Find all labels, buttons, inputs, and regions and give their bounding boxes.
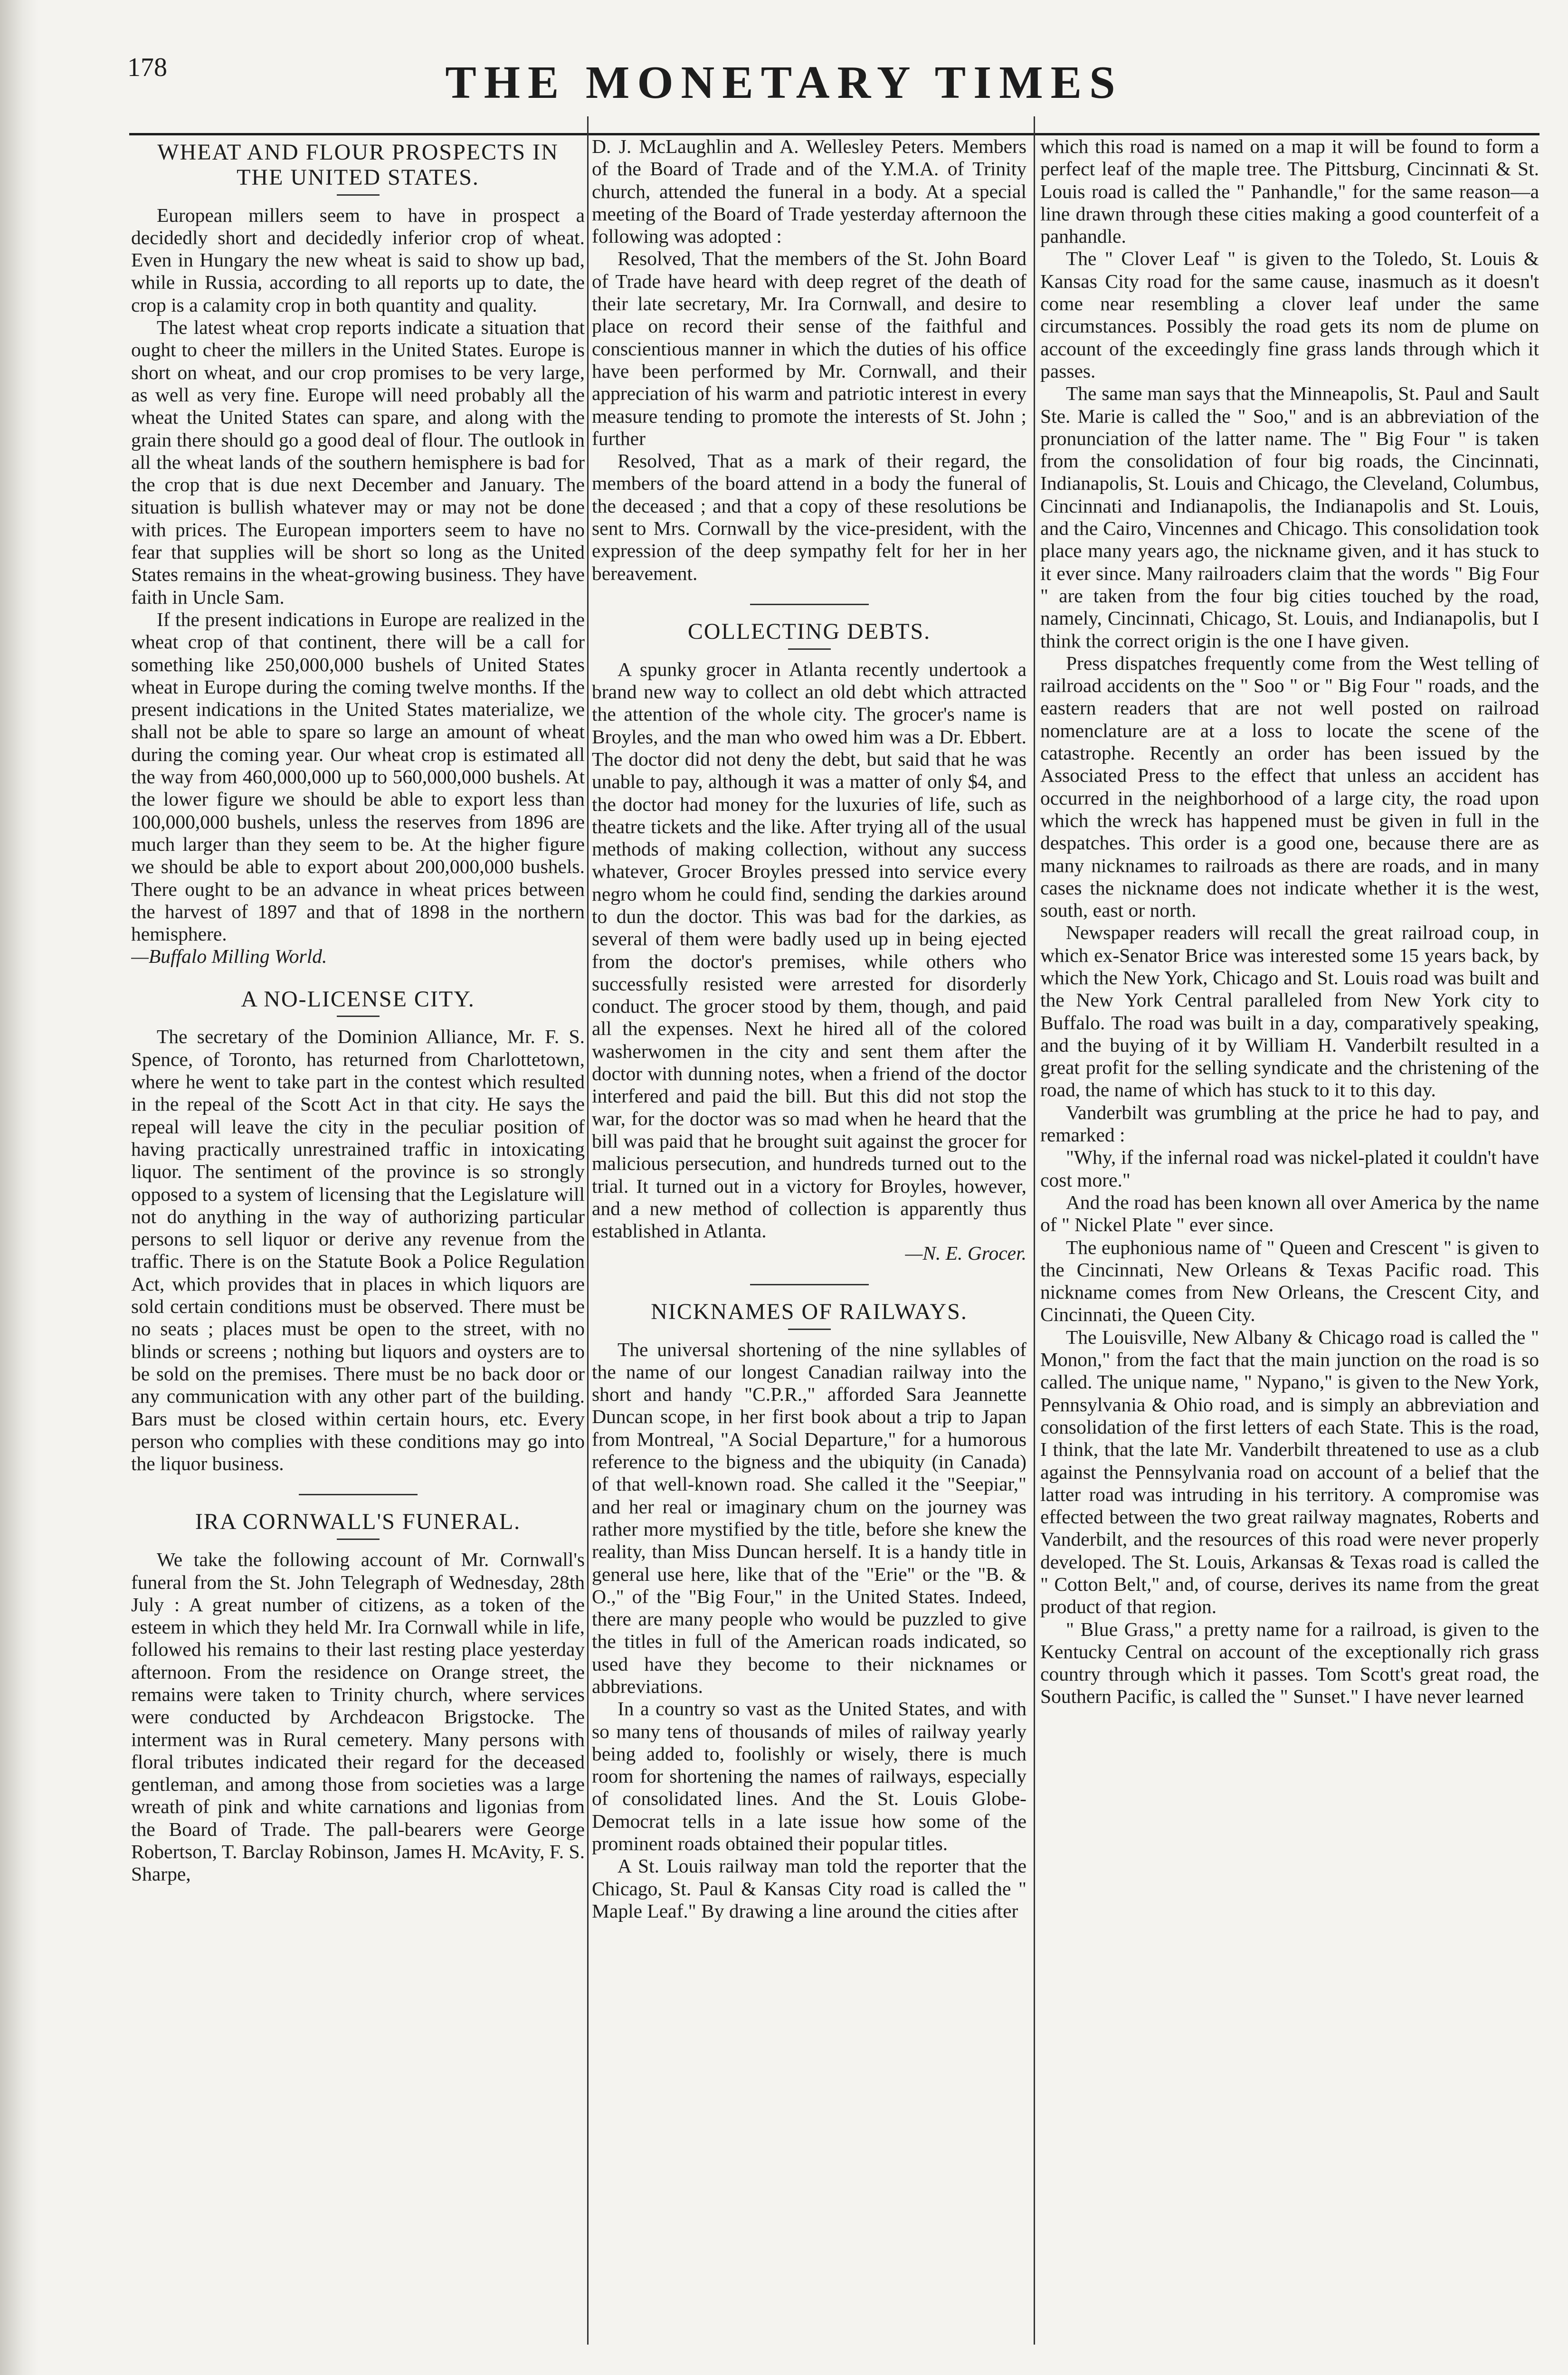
paragraph: The secretary of the Dominion Alliance, Mr. F. S. Spence, of Toronto, has returned from Charlottetown, where he went to take part in the contest which resulted in the repeal of the Scott Act in that city. He says the repeal will leave the city in the peculiar position of having practically unrestrained traffic in intoxicating liquor. The sentiment of the province is so strongly opposed to a system of licensing that the Legislature will not do anything in the way of authorizing particular persons to sell liquor or derive any revenue from the traffic. There is on the Statute Book a Police Regulation Act, which provides that in places in which liquors are sold certain conditions must be observed. There must be no seats ; places must be open to the street, with no blinds or screens ; nothing but liquors and oysters are to be sold on the premises. There must be no back door or any communication with any other part of the building. Bars must be closed within certain hours, etc. Every person who complies with these conditions may go into the liquor business. [131, 1026, 585, 1475]
column-rule [587, 116, 589, 2345]
paragraph: The universal shortening of the nine syllables of the name of our longest Canadian railway into the short and handy "C.P.R.," afforded Sara Jeannette Duncan scope, in her first book about a trip to Japan from Montreal, "A Social Departure," for a humorous reference to the bigness and the ubiquity (in Canada) of that well-known road. She called it the "Seepiar," and her real or imaginary chum on the journey was rather more mystified by the title, before she knew the reality, than Miss Duncan herself. It is a handy title in general use here, like that of the "Erie" or the "B. & O.," of the "Big Four," in the United States. Indeed, there are many people who would be puzzled to give the titles in full of the American roads indicated, so used have they become to their nicknames or abbreviations. [592, 1338, 1026, 1697]
paragraph: Newspaper readers will recall the great railroad coup, in which ex-Senator Brice was interested some 15 years back, by which the New York, Chicago and St. Louis road was built and the New York Central paralleled from New York city to Buffalo. The road was built in a day, comparatively speaking, and the buying of it by William H. Vanderbilt resulted in a great profit for the selling syndicate and the christening of the road, the name of which has stuck to it to this day. [1040, 922, 1539, 1101]
paragraph: " Blue Grass," a pretty name for a railroad, is given to the Kentucky Central on account of the exceptionally rich grass country through which it passes. Tom Scott's great road, the Southern Pacific, is called the " Sunset." I have never learned [1040, 1618, 1539, 1708]
paragraph: "Why, if the infernal road was nickel-plated it couldn't have cost more." [1040, 1146, 1539, 1191]
article-nicknames-continued [1040, 135, 1539, 1708]
divider [750, 1284, 869, 1285]
paragraph: The Louisville, New Albany & Chicago road is called the " Monon," from the fact that the main junction on the road is so called. The unique name, " Nypano," is given to the New York, Pennsylvania & Ohio road, and is simply an abbreviation and consolidation of the first letters of each State. This is the road, I think, that the late Mr. Vanderbilt threatened to use as a club against the Pennsylvania road on account of a belief that the latter road was intruding in his territory. A compromise was effected between the two great railway magnates, Roberts and Vanderbilt, and the resources of this road were never properly developed. The St. Louis, Arkansas & Texas road is called the " Cotton Belt," and, of course, derives its name from the great product of that region. [1040, 1326, 1539, 1618]
masthead [0, 33, 1568, 108]
paragraph: The same man says that the Minneapolis, St. Paul and Sault Ste. Marie is called the " Soo," and is an abbreviation of the pronunciation of the latter name. The " Big Four " is taken from the consolidation of four big roads, the Cincinnati, Indianapolis, St. Louis and Chicago, the Cleveland, Columbus, Cincinnati and Indianapolis, the Indianapolis and St. Louis, and the Cairo, Vincennes and Chicago. This consolidation took place many years ago, the nickname given, and it has stuck to it ever since. Many railroaders claim that the words " Big Four " are taken from the four big cities touched by the road, namely, Cincinnati, Chicago, St. Louis, and Indianapolis, but I think the correct origin is the one I have given. [1040, 382, 1539, 652]
paragraph: The euphonious name of " Queen and Crescent " is given to the Cincinnati, New Orleans & Texas Pacific road. This nickname comes from New Orleans, the Crescent City, and Cincinnati, the Queen City. [1040, 1236, 1539, 1326]
divider [337, 1539, 380, 1540]
divider [299, 1494, 418, 1495]
source-credit: —N. E. Grocer. [905, 1242, 1026, 1264]
article-no-license [131, 987, 585, 1475]
paragraph: If the present indications in Europe are realized in the wheat crop of that continent, there will be a call for something like 250,000,000 bushels of United States wheat in Europe during the coming twelve months. If the present indications in the United States materialize, we shall not be able to spare so large an amount of wheat during the coming year. Our wheat crop is estimated all the way from 460,000,000 up to 560,000,000 bushels. At the lower figure we should be able to export less than 100,000,000 bushels, unless the reserves from 1896 are much larger than they seem to be. At the higher figure we should be able to export about 200,000,000 bushels. There ought to be an advance in wheat prices between the harvest of 1897 and that of 1898 in the northern hemisphere. [131, 608, 585, 945]
paragraph: In a country so vast as the United States, and with so many tens of thousands of miles of railway yearly being added to, foolishly or wisely, there is much room for shortening the names of railways, especially of consolidated lines. And the St. Louis Globe-Democrat tells in a late issue how some of the prominent roads obtained their popular titles. [592, 1698, 1026, 1855]
divider [337, 1016, 380, 1017]
page-number: 178 [127, 53, 167, 82]
column-1 [131, 135, 585, 2345]
column-rule [1034, 116, 1035, 2345]
paragraph: And the road has been known all over America by the name of " Nickel Plate " ever since. [1040, 1191, 1539, 1236]
column-2 [592, 135, 1026, 2345]
divider [788, 1329, 831, 1330]
article-nicknames [592, 1300, 1026, 1923]
paragraph: which this road is named on a map it will be found to form a perfect leaf of the maple tree. The Pittsburg, Cincinnati & St. Louis road is called the " Panhandle," for the same reason—a line drawn through these cities making a good counterfeit of a panhandle. [1040, 135, 1539, 247]
paragraph: Resolved, That as a mark of their regard, the members of the board attend in a body the funeral of the deceased ; and that a copy of these resolutions be sent to Mrs. Cornwall by the vice-president, with the expression of the deep sympathy felt for her in her bereavement. [592, 450, 1026, 584]
divider [337, 194, 380, 196]
paragraph: Resolved, That the members of the St. John Board of Trade have heard with deep regret of the death of their late secretary, Mr. Ira Cornwall, and desire to place on record their sense of the faithful and conscientious manner in which the duties of his office have been performed by Mr. Cornwall, and their appreciation of his warm and patriotic interest in every measure tending to promote the interests of St. John ; further [592, 247, 1026, 449]
page-edge-shadow [0, 0, 38, 2375]
paragraph: D. J. McLaughlin and A. Wellesley Peters. Members of the Board of Trade and of the Y.M.A. of Trinity church, attended the funeral in a body. At a special meeting of the Board of Trade yesterday afternoon the following was adopted : [592, 135, 1026, 247]
divider [788, 648, 831, 650]
article-funeral [131, 1510, 585, 1885]
paragraph: A St. Louis railway man told the reporter that the Chicago, St. Paul & Kansas City road is called the " Maple Leaf." By drawing a line around the cities after [592, 1855, 1026, 1922]
headline: A NO-LICENSE CITY. [241, 986, 475, 1012]
headline: NICKNAMES OF RAILWAYS. [651, 1299, 968, 1324]
paper-title: THE MONETARY TIMES [445, 57, 1123, 108]
paragraph: We take the following account of Mr. Cornwall's funeral from the St. John Telegraph of Wednesday, 28th July : A great number of citizens, as a token of the esteem in which they held Mr. Ira Cornwall while in life, followed his remains to their last resting place yesterday afternoon. From the residence on Orange street, the remains were taken to Trinity church, where services were conducted by Archdeacon Brigstocke. The interment was in Rural cemetery. Many persons with floral tributes indicated their regard for the deceased gentleman, and among those from societies was a large wreath of pink and white carnations and ligonias from the Board of Trade. The pall-bearers were George Robertson, T. Barclay Robinson, James H. McAvity, F. S. Sharpe, [131, 1548, 585, 1885]
paragraph: Press dispatches frequently come from the West telling of railroad accidents on the " Soo " or " Big Four " roads, and the eastern readers that are not well posted on railroad nomenclature are at a loss to locate the scene of the catastrophe. Recently an order has been issued by the Associated Press to the effect that unless an accident has occurred in the neighborhood of a large city, the road upon which the wreck has happened must be given in full in the despatches. This order is a good one, because there are as many nicknames to railroads as there are roads, and in many cases the nickname does not indicate whether it is the west, south, east or north. [1040, 652, 1539, 922]
paragraph: Vanderbilt was grumbling at the price he had to pay, and remarked : [1040, 1101, 1539, 1146]
headline: IRA CORNWALL'S FUNERAL. [195, 1509, 521, 1535]
article-wheat [131, 140, 585, 968]
paragraph: The latest wheat crop reports indicate a situation that ought to cheer the millers in the United States. Europe is short on wheat, and our crop promises to be very large, as well as very fine. Europe will need probably all the wheat the United States can spare, and along with the grain there should go a good deal of flour. The outlook in all the wheat lands of the southern hemisphere is bad for the crop that is due next December and January. The situation is bullish whatever may or may not be done with prices. The European importers seem to have no fear that supplies will be short so long as the United States remains in the wheat-growing business. They have faith in Uncle Sam. [131, 316, 585, 608]
paragraph: A spunky grocer in Atlanta recently undertook a brand new way to collect an old debt which attracted the attention of the whole city. The grocer's name is Broyles, and the man who owed him was a Dr. Ebbert. The doctor did not deny the debt, but said that he was unable to pay, although it was a matter of only $4, and the doctor had money for the luxuries of life, such as theatre tickets and the like. After trying all of the usual methods of making collection, without any success whatever, Grocer Broyles pressed into service every negro whom he could find, sending the darkies around to dun the doctor. This was bad for the darkies, as several of them were badly used up in being ejected from the doctor's premises, while others who successfully resisted were arrested for disorderly conduct. The grocer stood by them, though, and paid all the expenses. Next he hired all of the colored washerwomen in the city and sent them after the doctor with dunning notes, when a friend of the doctor interfered and paid the bill. But this did not stop the war, for the doctor was so mad when he heard that the bill was paid that he brought suit against the grocer for malicious persecution, and hundreds turned out to the trial. It turned out in a victory for Broyles, however, and a new method of collection is apparently thus established in Atlanta. [592, 658, 1026, 1242]
source-credit: —Buffalo Milling World. [131, 945, 327, 968]
divider [750, 604, 869, 605]
column-3 [1040, 135, 1539, 2345]
paragraph: The " Clover Leaf " is given to the Toledo, St. Louis & Kansas City road for the same cause, inasmuch as it doesn't come near resembling a clover leaf under the same circumstances. Possibly the road gets its nom de plume on account of the exceedingly fine grass lands through which it passes. [1040, 247, 1539, 382]
article-collecting-debts [592, 619, 1026, 1265]
article-funeral-continued [592, 135, 1026, 585]
paragraph: European millers seem to have in prospect a decidedly short and decidedly inferior crop of wheat. Even in Hungary the new wheat is said to show up bad, while in Russia, according to all reports up to date, the crop is a calamity crop in both quantity and quality. [131, 204, 585, 316]
headline: WHEAT AND FLOUR PROSPECTS IN THE UNITED STATES. [157, 140, 559, 190]
headline: COLLECTING DEBTS. [687, 618, 931, 644]
